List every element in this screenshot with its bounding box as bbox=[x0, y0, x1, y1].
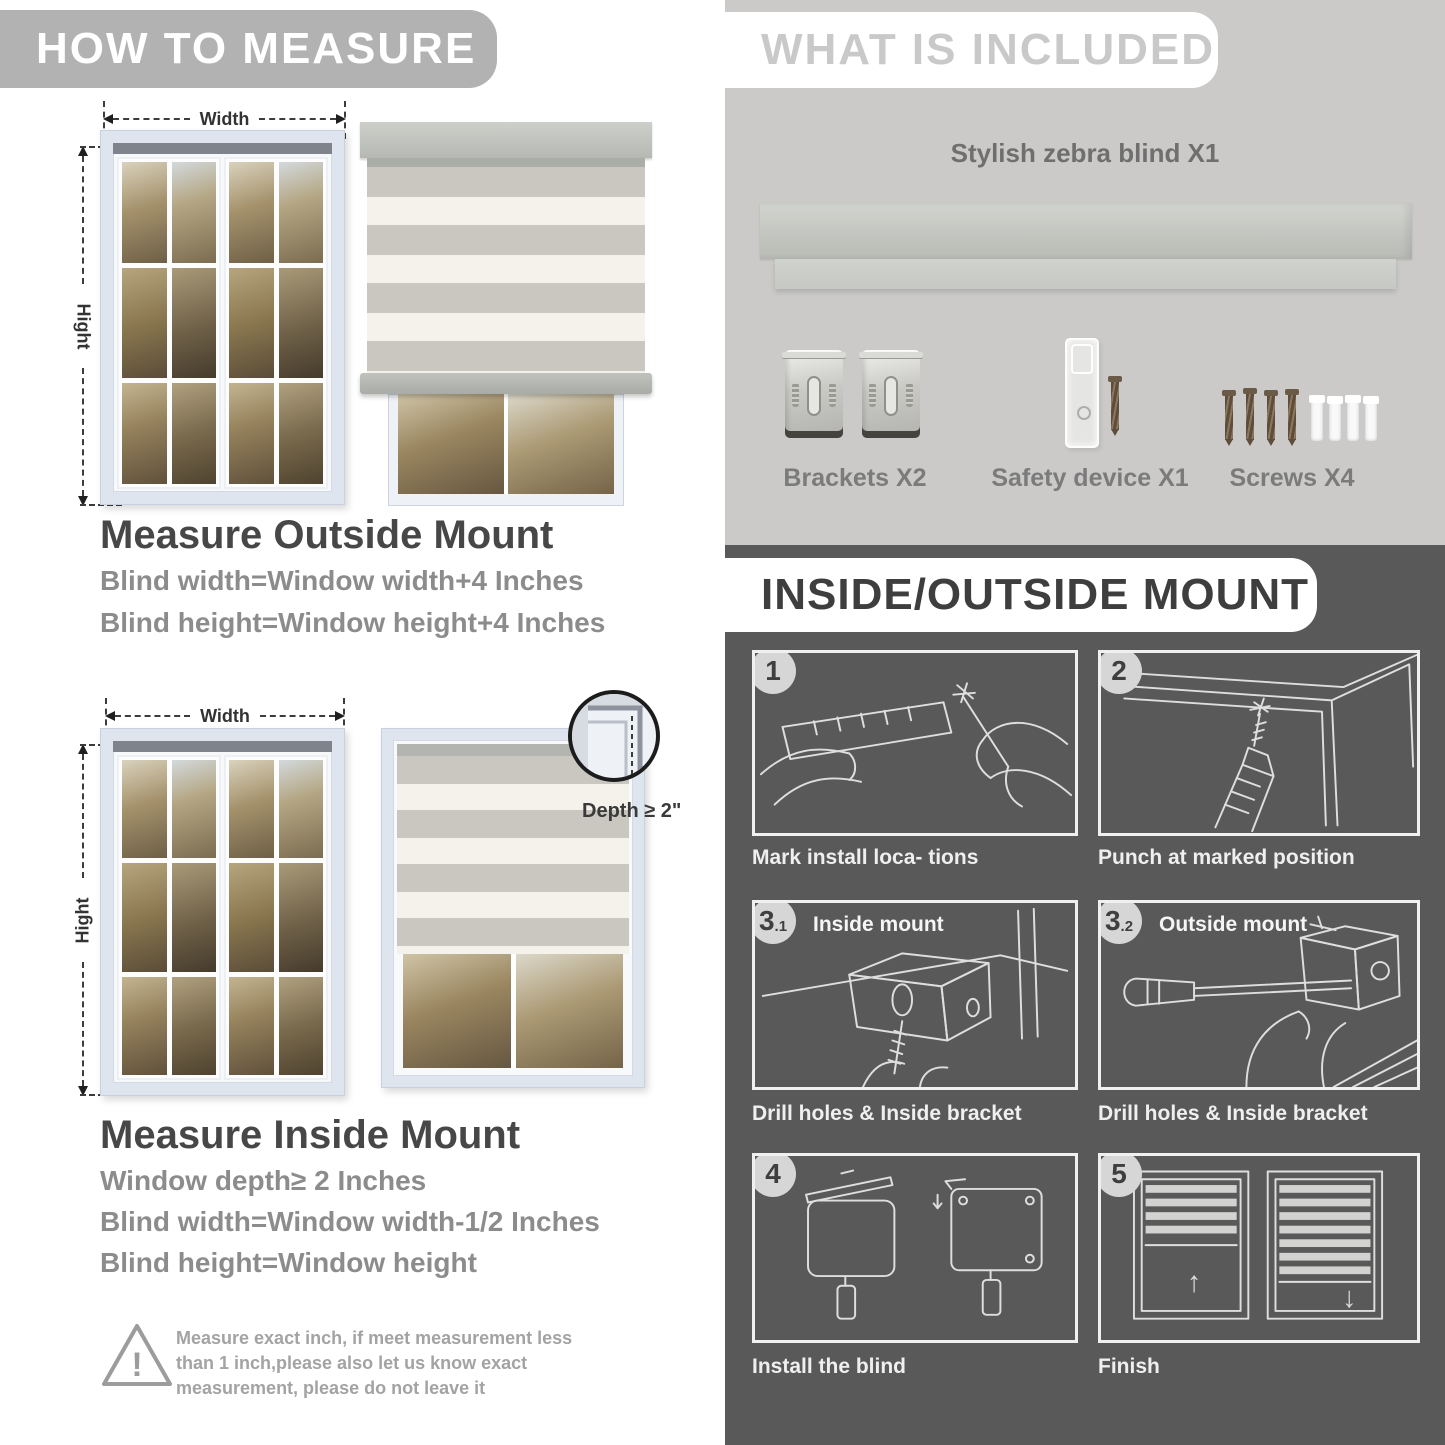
step-number-badge: 5 bbox=[1098, 1153, 1142, 1197]
warning-triangle-icon bbox=[98, 1320, 176, 1397]
inside-mount-depth-rule: Window depth≥ 2 Inches bbox=[100, 1165, 427, 1196]
window-pane bbox=[172, 977, 217, 1075]
step-panel-4 bbox=[752, 1153, 1078, 1343]
window-pane bbox=[516, 954, 624, 1068]
wall-anchor-icon bbox=[1329, 396, 1341, 441]
step-panel-3-2 bbox=[1098, 900, 1420, 1090]
what-is-included-section bbox=[725, 0, 1445, 545]
screw-icon bbox=[1288, 395, 1296, 440]
window-photo bbox=[100, 130, 345, 505]
window-pane bbox=[229, 863, 274, 971]
blind-fabric-stripes bbox=[397, 756, 629, 954]
step-panel-2 bbox=[1098, 650, 1420, 836]
width-arrow bbox=[103, 110, 346, 128]
step-number-badge: 2 bbox=[1098, 650, 1142, 694]
blind-headrail-photo bbox=[760, 203, 1412, 259]
install-blind-illustration bbox=[755, 1156, 1075, 1340]
blind-headrail bbox=[360, 122, 652, 158]
step-panel-5 bbox=[1098, 1153, 1420, 1343]
how-to-measure-header bbox=[0, 10, 497, 88]
window-head-rail bbox=[113, 741, 332, 752]
arrow-down-icon bbox=[78, 496, 88, 506]
svg-text:!: ! bbox=[131, 1346, 143, 1384]
window-pane bbox=[172, 383, 217, 484]
window-pane bbox=[279, 863, 324, 971]
step-number-badge: 4 bbox=[752, 1153, 796, 1197]
width-label: Width bbox=[199, 108, 250, 129]
finish-illustration bbox=[1101, 1156, 1417, 1340]
mark-location-illustration bbox=[755, 653, 1075, 833]
inside-mount-formula-height: Blind height=Window height bbox=[100, 1247, 477, 1278]
window-pane bbox=[122, 162, 167, 263]
depth-magnifier-icon bbox=[568, 690, 660, 782]
warning-line-3: measurement, please do not leave it bbox=[176, 1378, 486, 1398]
wall-anchor-icon bbox=[1311, 395, 1323, 441]
step-number-badge: 3 .2 bbox=[1098, 900, 1142, 944]
screw-icon bbox=[1225, 396, 1233, 440]
safety-device-icon bbox=[1065, 338, 1099, 448]
step-panel-3-1 bbox=[752, 900, 1078, 1090]
outside-mount-formula-width: Blind width=Window width+4 Inches bbox=[100, 565, 584, 596]
window-pane bbox=[122, 268, 167, 379]
wall-anchor-icon bbox=[1347, 395, 1359, 441]
step-caption-3-2: Drill holes & Inside bracket bbox=[1098, 1102, 1368, 1125]
window-pane bbox=[172, 863, 217, 971]
step-title: Inside mount bbox=[813, 913, 944, 936]
warning-line-1: Measure exact inch, if meet measurement less bbox=[176, 1328, 573, 1348]
window-pane bbox=[229, 760, 274, 858]
arrow-up-icon bbox=[78, 146, 88, 156]
blind-bottom-rail bbox=[360, 373, 652, 394]
arrow-right-icon bbox=[335, 711, 345, 721]
bracket-icon bbox=[785, 350, 843, 438]
safety-device-label: Safety device X1 bbox=[991, 464, 1189, 492]
outside-mount-heading: Measure Outside Mount bbox=[100, 513, 554, 557]
product-name: Stylish zebra blind X1 bbox=[950, 138, 1220, 168]
width-label: Width bbox=[200, 705, 250, 726]
window-sash bbox=[117, 755, 221, 1080]
window-pane bbox=[279, 383, 324, 484]
bracket-icon bbox=[862, 350, 920, 438]
step-panel-1 bbox=[752, 650, 1078, 836]
window-pane bbox=[279, 162, 324, 263]
up-arrow-icon: ↑ bbox=[1186, 1266, 1202, 1299]
arrow-up-icon bbox=[78, 744, 88, 754]
width-arrow bbox=[105, 707, 345, 725]
window-pane bbox=[122, 383, 167, 484]
window-pane bbox=[279, 268, 324, 379]
inside-mount-formula-width: Blind width=Window width-1/2 Inches bbox=[100, 1206, 600, 1237]
outside-mount-formula-height: Blind height=Window height+4 Inches bbox=[100, 607, 606, 638]
window-pane bbox=[122, 863, 167, 971]
window-pane bbox=[508, 394, 614, 494]
screws-label: Screws X4 bbox=[1229, 464, 1355, 492]
window-pane bbox=[403, 954, 511, 1068]
blind-headrail-lower-tier bbox=[775, 259, 1396, 289]
window-sash bbox=[224, 157, 328, 489]
screw-icon bbox=[1246, 394, 1254, 440]
inside-mount-heading: Measure Inside Mount bbox=[100, 1113, 521, 1157]
drill-illustration bbox=[1101, 653, 1417, 833]
step-title: Outside mount bbox=[1159, 913, 1308, 936]
what-is-included-title: WHAT IS INCLUDED bbox=[761, 25, 1216, 74]
measurement-warning bbox=[176, 1326, 572, 1401]
step-caption-5: Finish bbox=[1098, 1355, 1160, 1378]
window-photo bbox=[100, 728, 345, 1096]
window-pane bbox=[229, 268, 274, 379]
down-arrow-icon: ↓ bbox=[1341, 1282, 1357, 1315]
mount-steps-section bbox=[725, 545, 1445, 1445]
step-number-badge: 1 bbox=[752, 650, 796, 694]
how-to-measure-title: HOW TO MEASURE bbox=[36, 24, 477, 73]
right-column bbox=[725, 0, 1445, 1445]
window-pane bbox=[398, 394, 504, 494]
screw-icon bbox=[1267, 396, 1275, 440]
arrow-down-icon bbox=[78, 1086, 88, 1096]
window-sash bbox=[224, 755, 328, 1080]
window-pane bbox=[279, 760, 324, 858]
arrow-left-icon bbox=[103, 114, 113, 124]
window-pane bbox=[172, 162, 217, 263]
window-pane bbox=[279, 977, 324, 1075]
step-number-badge: 3 .1 bbox=[752, 900, 796, 944]
zebra-blind-inside-mount bbox=[381, 728, 645, 1088]
how-to-measure-section bbox=[0, 0, 722, 1445]
height-arrow bbox=[74, 744, 92, 1096]
step-caption-2: Punch at marked position bbox=[1098, 846, 1355, 869]
window-head-rail bbox=[113, 143, 332, 154]
mount-title: INSIDE/OUTSIDE MOUNT bbox=[761, 570, 1310, 619]
depth-label: Depth ≥ 2" bbox=[582, 800, 682, 822]
hight-label: Hight bbox=[72, 897, 93, 943]
step-caption-1: Mark install loca- tions bbox=[752, 846, 979, 869]
window-sash bbox=[117, 157, 221, 489]
window-pane bbox=[172, 760, 217, 858]
window-pane bbox=[122, 977, 167, 1075]
wall-anchor-icon bbox=[1365, 396, 1377, 441]
arrow-right-icon bbox=[336, 114, 346, 124]
window-below-blind bbox=[388, 394, 624, 506]
brackets-label: Brackets X2 bbox=[783, 464, 927, 492]
step-caption-3-1: Drill holes & Inside bracket bbox=[752, 1102, 1022, 1125]
window-pane bbox=[172, 268, 217, 379]
screw-icon bbox=[1111, 382, 1119, 430]
blind-fabric-stripes bbox=[367, 167, 645, 373]
window-pane bbox=[229, 977, 274, 1075]
mount-header bbox=[725, 558, 1317, 632]
window-pane bbox=[229, 383, 274, 484]
window-pane bbox=[122, 760, 167, 858]
hight-label: Hight bbox=[73, 303, 94, 349]
step-caption-4: Install the blind bbox=[752, 1355, 907, 1378]
height-arrow bbox=[74, 146, 92, 506]
what-is-included-header bbox=[725, 12, 1218, 88]
warning-line-2: than 1 inch,please also let us know exact bbox=[176, 1353, 528, 1373]
zebra-blind-outside-mount bbox=[360, 122, 652, 506]
window-pane bbox=[229, 162, 274, 263]
arrow-left-icon bbox=[105, 711, 115, 721]
